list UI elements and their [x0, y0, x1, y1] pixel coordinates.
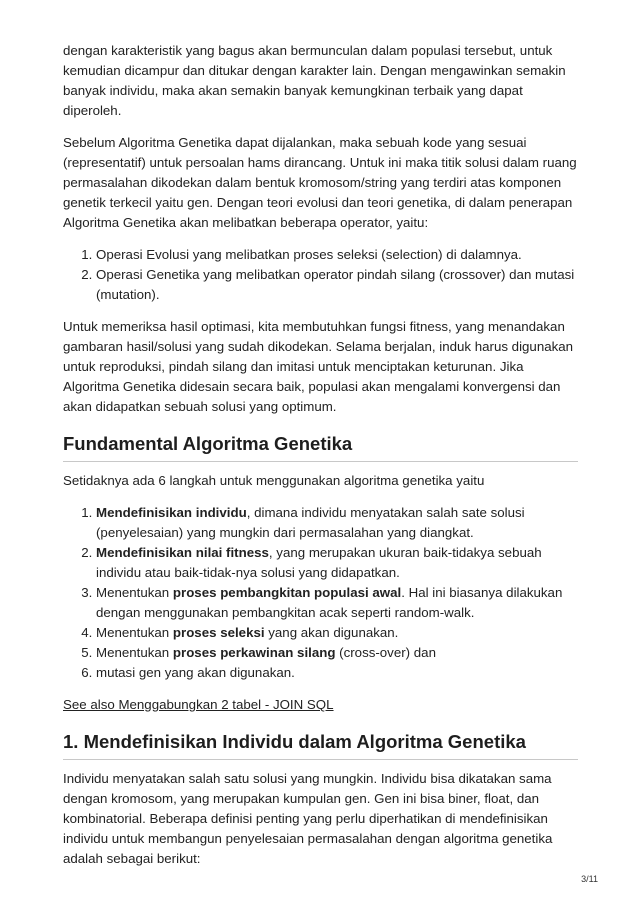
list-item: 6. mutasi gen yang akan digunakan. [96, 663, 578, 683]
list-item: 5. Menentukan proses perkawinan silang (cross-over) dan [96, 643, 578, 663]
see-also-link[interactable]: See also Menggabungkan 2 tabel - JOIN SQL [63, 697, 334, 712]
paragraph-intro-continuation: dengan karakteristik yang bagus akan bermunculan dalam populasi tersebut, untuk kemudian dicampur dan ditukar dengan karakter lain. Dengan mengawinkan semakin banyak individu, maka akan semakin banyak kemungkinan terbaik yang dapat diperoleh. [63, 43, 566, 118]
operator-list [63, 245, 578, 305]
step-term: Mendefinisikan individu [96, 505, 247, 520]
list-item: 3. Menentukan proses pembangkitan populasi awal. Hal ini biasanya dilakukan dengan menggunakan pembangkitan acak seperti random-walk. [96, 583, 578, 623]
document-page [63, 41, 578, 881]
section-heading-fundamental: Fundamental Algoritma Genetika [63, 433, 578, 462]
section-heading-individu: 1. Mendefinisikan Individu dalam Algoritma Genetika [63, 731, 578, 760]
list-item: 2. Mendefinisikan nilai fitness, yang merupakan ukuran baik-tidakya sebuah individu atau baik-tidak-nya solusi yang didapatkan. [96, 543, 578, 583]
page-number: 3/11 [581, 874, 598, 884]
steps-list [63, 503, 578, 683]
paragraph-individu: Individu menyatakan salah satu solusi yang mungkin. Individu bisa dikatakan sama dengan kromosom, yang merupakan kumpulan gen. Gen ini bisa biner, float, dan kombinatorial. Beberapa definisi penting yang perlu diperhatikan di mendefinisikan individu untuk membangun penyelesaian permasalahan dengan algoritma genetika adalah sebagai berikut: [63, 771, 553, 866]
step-term: Mendefinisikan nilai fitness [96, 545, 269, 560]
list-item: 2. Operasi Genetika yang melibatkan operator pindah silang (crossover) dan mutasi (mutation). [96, 265, 578, 305]
paragraph-steps-intro: Setidaknya ada 6 langkah untuk menggunakan algoritma genetika yaitu [63, 473, 485, 488]
paragraph-representation: Sebelum Algoritma Genetika dapat dijalankan, maka sebuah kode yang sesuai (representatif) untuk persoalan hams dirancang. Untuk ini maka titik solusi dalam ruang permasalahan dikodekan dalam bentuk kromosom/string yang terdiri atas komponen genetik terkecil yaitu gen. Dengan teori evolusi dan teori genetika, di dalam penerapan Algoritma Genetika akan melibatkan beberapa operator, yaitu: [63, 135, 577, 230]
step-term: proses perkawinan silang [172, 645, 336, 660]
paragraph-fitness: Untuk memeriksa hasil optimasi, kita membutuhkan fungsi fitness, yang menandakan gambaran hasil/solusi yang sudah dikodekan. Selama berjalan, induk harus digunakan untuk reproduksi, pindah silang dan imitasi untuk menciptakan keturunan. Jika Algoritma Genetika didesain secara baik, populasi akan mengalami konvergensi dan akan didapatkan sebuah solusi yang optimum. [63, 319, 574, 414]
list-item: 1. Mendefinisikan individu, dimana individu menyatakan salah sate solusi (penyelesaian) yang mungkin dari permasalahan yang diangkat. [96, 503, 578, 543]
list-item: 4. Menentukan proses seleksi yang akan digunakan. [96, 623, 578, 643]
step-term: proses seleksi [172, 625, 265, 640]
list-item: 1. Operasi Evolusi yang melibatkan proses seleksi (selection) di dalamnya. [96, 245, 578, 265]
step-term: proses pembangkitan populasi awal [172, 585, 402, 600]
